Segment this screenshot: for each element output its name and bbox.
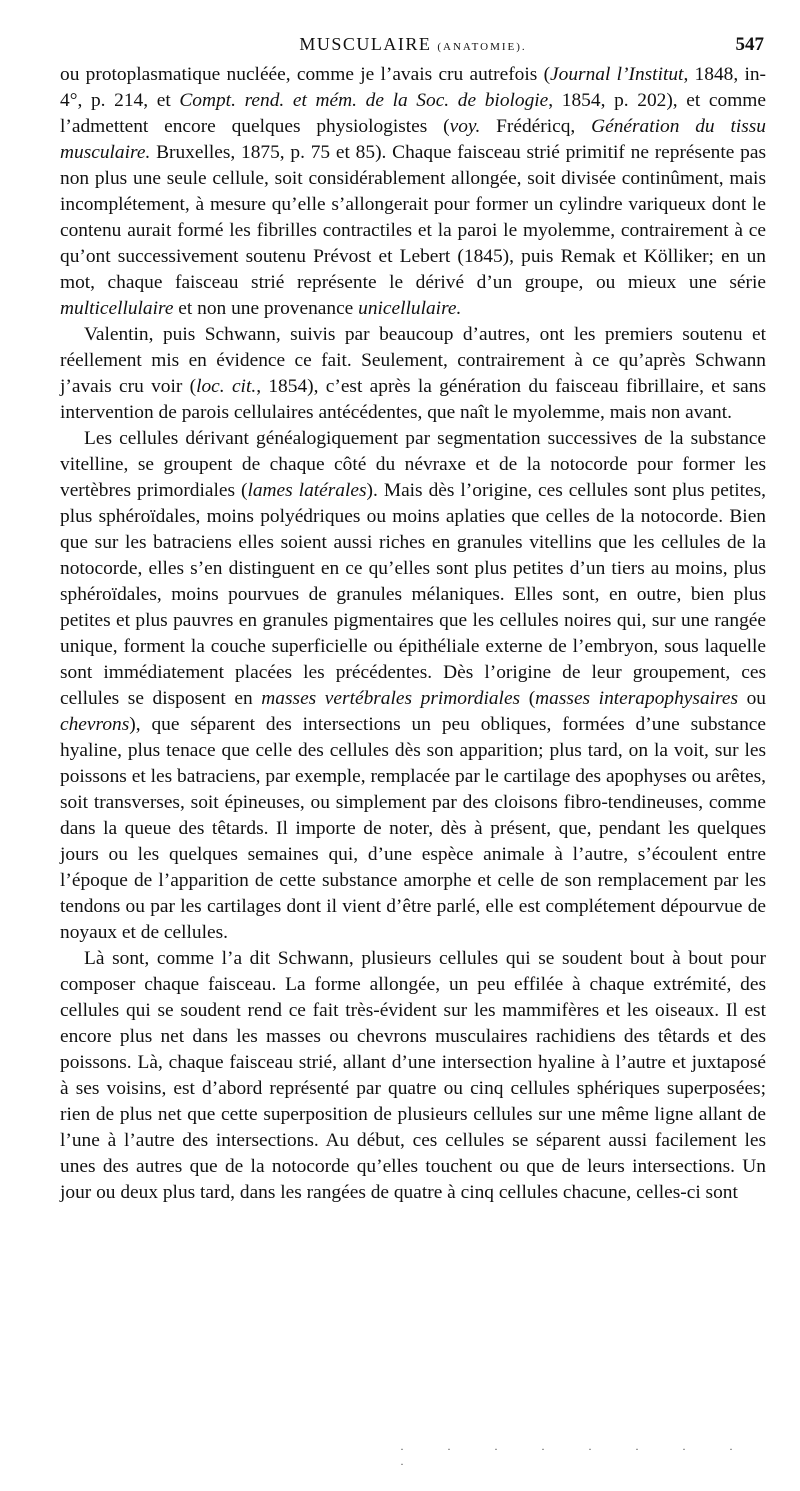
text-run: , 1848, in-4°, p. 214, et [60, 64, 766, 111]
paragraph [60, 62, 766, 322]
running-header [58, 34, 768, 58]
text-run: ou protoplasmatique nucléée, comme je l’avais cru autrefois ( [60, 64, 551, 85]
text-run: Là sont, comme l’a dit Schwann, plusieurs cellules qui se soudent bout à bout pour composer chaque faisceau. La forme allongée, un peu effilée à chaque extrémité, des cellules qui se soudent rend ce fait très-évident sur les mammifères et les oiseaux. Il est encore plus net dans les masses ou chevrons musculaires rachidiens des têtards et des poissons. Là, chaque faisceau strié, allant d’une intersection hyaline à l’autre et juxtaposé à ses voisins, est d’abord représenté par quatre ou cinq cellules sphériques superposées; rien de plus net que cette superposition de plusieurs cellules sur une même ligne allant de l’une à l’autre des intersections. Au début, ces cellules se séparent aussi facilement les unes des autres que de la notocorde qu’elles touchent ou que de leurs intersections. Un jour ou deux plus tard, dans les rangées de quatre à cinq cellules chacune, celles-ci sont [60, 948, 766, 1203]
text-run: ), que séparent des intersections un peu obliques, formées d’une substance hyaline, plus tenace que celle des cellules dès son apparition; plus tard, on la voit, sur les poissons et les batraciens, par exemple, remplacée par le cartilage des apophyses ou arêtes, soit transverses, soit épineuses, ou simplement par des cloisons fibro-tendineuses, comme dans la queue des têtards. Il importe de noter, dès à présent, que, pendant les quelques jours ou les quelques semaines qui, d’une espèce animale à l’autre, s’écoulent entre l’époque de l’apparition de cette substance amorphe et celle de son remplacement par les tendons ou par les cartilages dont il vient d’être parlé, elle est complétement dépourvue de noyaux et de cellules. [60, 714, 766, 943]
italic-text: chevrons [60, 714, 130, 735]
italic-text: unicellulaire. [358, 298, 462, 319]
italic-text: Journal l’Institut [550, 64, 684, 85]
body-text [60, 62, 766, 1206]
header-title: MUSCULAIRE [299, 34, 432, 54]
italic-text: Compt. rend. et mém. de la Soc. de biologie [179, 90, 549, 111]
text-run: Frédéricq, [480, 116, 592, 137]
header-subtitle: (ANATOMIE). [437, 41, 527, 53]
text-run: ( [520, 688, 536, 709]
italic-text: Génération du tissu musculaire. [60, 116, 767, 163]
text-run: Les cellules dérivant généalogiquement par segmentation successives de la substance vitelline, se groupent de chaque côté du névraxe et de la notocorde pour former les vertèbres primordiales ( [60, 428, 766, 501]
text-run: ). Mais dès l’origine, ces cellules sont plus petites, plus sphéroïdales, moins polyédriques ou moins aplaties que celles de la notocorde. Bien que sur les batraciens elles soient aussi riches en granules vitellins que les cellules de la notocorde, elles s’en distinguent en ce qu’elles sont plus petites d’un tiers au moins, plus sphéroïdales, moins pourvues de granules mélaniques. Elles sont, en outre, bien plus petites et plus pauvres en granules pigmentaires que les cellules noires qui, sur une rangée unique, forment la couche superficielle ou épithéliale externe de l’embryon, sous laquelle sont immédiatement placées les précédentes. Dès l’origine de leur groupement, ces cellules se disposent en [60, 480, 766, 709]
italic-text: masses interapophysaires [535, 688, 738, 709]
text-run: et non une provenance [173, 298, 359, 319]
text-run: , 1854, p. 202), et comme l’admettent encore quelques physiologistes ( [60, 90, 766, 137]
text-run: , 1854), c’est après la génération du faisceau fibrillaire, et sans intervention de parois cellulaires antécédentes, que naît le myolemme, mais non avant. [60, 376, 766, 423]
italic-text: multicellulaire [60, 298, 174, 319]
italic-text: lames latérales [247, 480, 367, 501]
running-title [58, 34, 768, 55]
text-run: ou [738, 688, 766, 709]
footer-dots: · · · · · · · · · [400, 1442, 753, 1471]
text-run: Bruxelles, 1875, p. 75 et 85). Chaque faisceau strié primitif ne représente pas non plus une seule cellule, soit considérablement allongée, soit divisée continûment, mais incomplétement, à mesure qu’elle s’allongerait pour former un cylindre variqueux dont le contenu aurait formé les fibrilles contractiles et la paroi le myolemme, contrairement à ce qu’ont successivement soutenu Prévost et Lebert (1845), puis Remak et Kölliker; en un mot, chaque faisceau strié représente le dérivé d’un groupe, ou mieux une série [60, 142, 766, 293]
italic-text: voy. [449, 116, 481, 137]
paragraph [60, 946, 766, 1206]
italic-text: loc. cit. [196, 376, 257, 397]
text-run: Valentin, puis Schwann, suivis par beaucoup d’autres, ont les premiers soutenu et réellement mis en évidence ce fait. Seulement, contrairement à ce qu’après Schwann j’avais cru voir ( [60, 324, 766, 397]
paragraph [60, 426, 766, 946]
page-number: 547 [735, 34, 764, 55]
paragraph [60, 322, 766, 426]
italic-text: masses vertébrales primordiales [261, 688, 521, 709]
